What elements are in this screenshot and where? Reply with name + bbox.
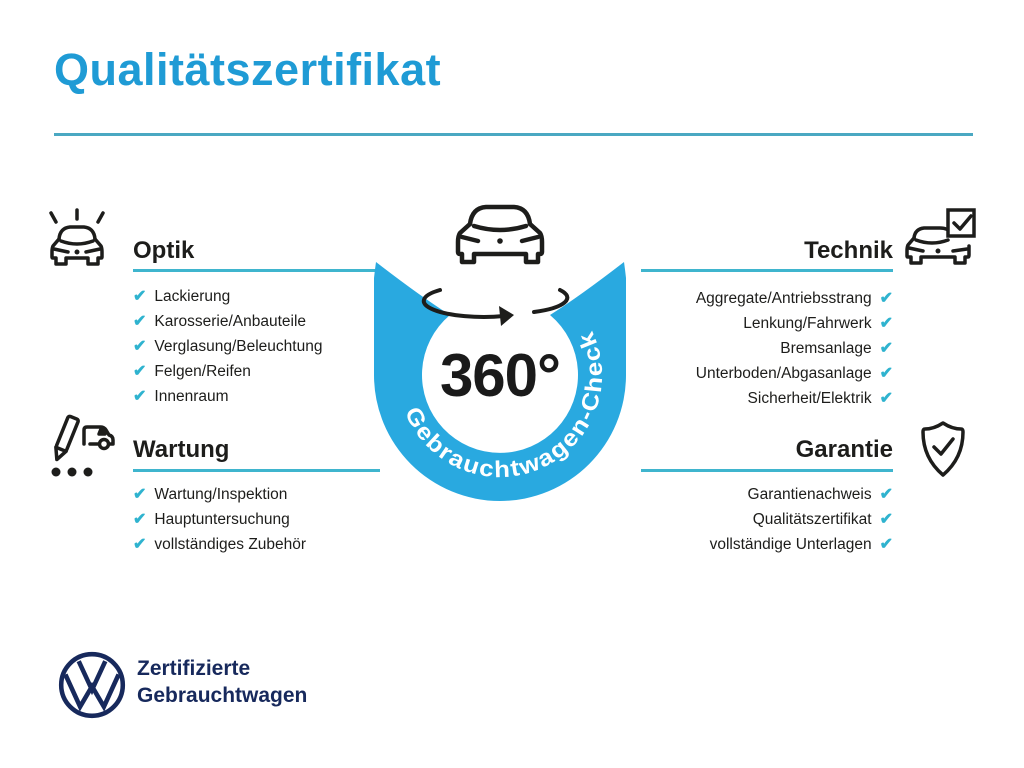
check-item-label: vollständige Unterlagen (709, 535, 872, 553)
check-icon: ✔ (879, 314, 893, 332)
check-item-label: Innenraum (154, 387, 229, 405)
check-icon: ✔ (133, 337, 147, 355)
check-item-label: Bremsanlage (780, 339, 872, 357)
vw-logo (57, 650, 127, 720)
check-item-label: Karosserie/Anbauteile (154, 312, 307, 330)
section-divider-garantie (641, 469, 893, 472)
check-item (133, 482, 287, 507)
check-icon: ✔ (879, 339, 893, 357)
check-item-label: Aggregate/Antriebsstrang (695, 289, 872, 307)
check-item (780, 336, 893, 361)
brand-line2: Gebrauchtwagen (137, 684, 308, 707)
check-item-label: Sicherheit/Elektrik (747, 389, 872, 407)
section-title-optik: Optik (133, 237, 195, 264)
check-icon: ✔ (879, 535, 893, 553)
check-icon: ✔ (133, 535, 147, 553)
360-check-badge (374, 200, 626, 502)
check-icon: ✔ (133, 387, 147, 405)
check-item-label: Felgen/Reifen (154, 362, 251, 380)
check-icon: ✔ (879, 364, 893, 382)
check-item (748, 386, 893, 411)
check-item-label: Qualitätszertifikat (752, 510, 872, 528)
check-icon: ✔ (133, 362, 147, 380)
section-divider-wartung (133, 469, 380, 472)
check-item (710, 532, 893, 557)
section-divider-optik (133, 269, 380, 272)
check-item (696, 286, 893, 311)
check-icon: ✔ (133, 312, 147, 330)
check-icon: ✔ (879, 289, 893, 307)
check-icon: ✔ (879, 389, 893, 407)
check-item-label: Verglasung/Beleuchtung (154, 337, 323, 355)
check-item-label: vollständiges Zubehör (154, 535, 307, 553)
check-item-label: Wartung/Inspektion (154, 485, 288, 503)
section-title-garantie: Garantie (795, 436, 893, 463)
check-icon: ✔ (133, 287, 147, 305)
check-icon: ✔ (879, 510, 893, 528)
rotating-car-icon (424, 207, 568, 326)
shield-check-icon (916, 418, 970, 480)
check-item-label: Lenkung/Fahrwerk (743, 314, 872, 332)
check-item (743, 311, 893, 336)
optik-checklist (133, 284, 322, 409)
check-icon: ✔ (879, 485, 893, 503)
check-item-label: Hauptuntersuchung (154, 510, 290, 528)
check-icon: ✔ (133, 510, 147, 528)
car-checkbox-icon (902, 206, 978, 278)
check-item (133, 532, 306, 557)
check-item (133, 384, 229, 409)
check-item-label: Garantienachweis (747, 485, 872, 503)
brand-label (137, 655, 307, 709)
wartung-checklist (133, 482, 306, 557)
check-item (133, 334, 322, 359)
ring-label: Gebrauchtwagen-Check (399, 328, 608, 483)
section-title-wartung: Wartung (133, 436, 230, 463)
check-item (133, 359, 251, 384)
check-item-label: Unterboden/Abgasanlage (695, 364, 872, 382)
check-item-label: Lackierung (154, 287, 231, 305)
check-item (748, 482, 893, 507)
check-item (696, 361, 893, 386)
car-shine-icon (44, 208, 110, 278)
pencil-car-icon (44, 414, 118, 480)
brand-line1: Zertifizierte (137, 657, 251, 680)
section-title-technik: Technik (804, 237, 893, 264)
check-item (133, 507, 290, 532)
check-icon: ✔ (133, 485, 147, 503)
degree-label: 360° (439, 342, 561, 409)
check-item (133, 284, 230, 309)
section-divider-technik (641, 269, 893, 272)
check-item (133, 309, 306, 334)
page-title: Qualitätszertifikat (54, 44, 442, 95)
title-divider (54, 133, 973, 136)
check-item (753, 507, 893, 532)
